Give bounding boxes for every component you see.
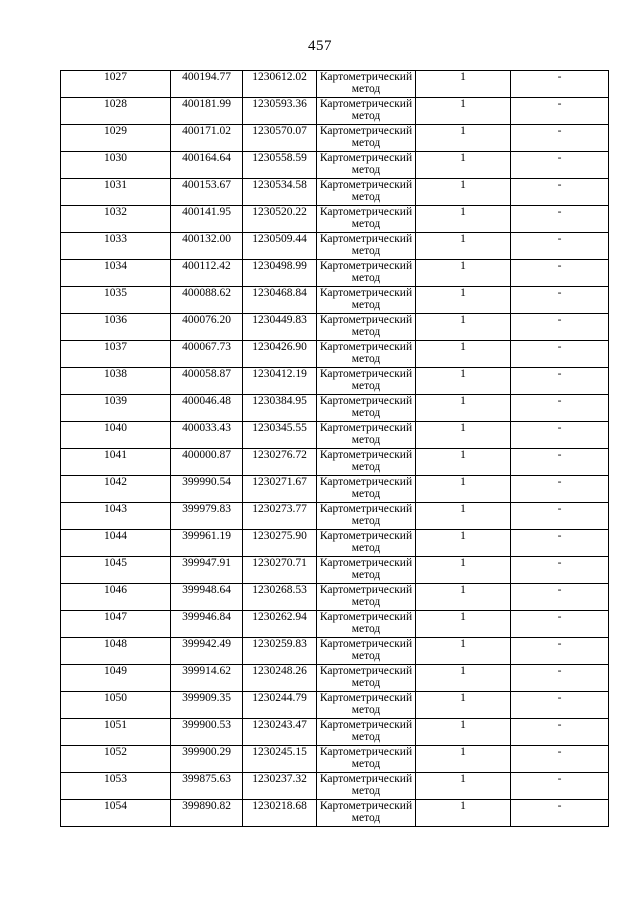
method-cell: [317, 692, 416, 719]
method-cell: [317, 611, 416, 638]
accuracy-cell: 1: [416, 395, 511, 422]
point-number-cell: 1034: [61, 260, 171, 287]
point-number-cell: 1028: [61, 98, 171, 125]
x-coordinate-cell: 400153.67: [171, 179, 243, 206]
y-coordinate-cell: 1230245.15: [243, 746, 317, 773]
accuracy-cell: 1: [416, 611, 511, 638]
method-cell: [317, 746, 416, 773]
method-text: Картометрический метод: [319, 530, 413, 554]
method-text: Картометрический метод: [319, 368, 413, 392]
note-cell: -: [511, 746, 609, 773]
accuracy-cell: 1: [416, 206, 511, 233]
method-text: Картометрический метод: [319, 206, 413, 230]
x-coordinate-cell: 400033.43: [171, 422, 243, 449]
note-cell: -: [511, 179, 609, 206]
note-cell: -: [511, 368, 609, 395]
point-number-cell: 1042: [61, 476, 171, 503]
method-cell: [317, 233, 416, 260]
point-number-cell: 1029: [61, 125, 171, 152]
accuracy-cell: 1: [416, 260, 511, 287]
table-row: [61, 800, 609, 827]
method-cell: [317, 638, 416, 665]
accuracy-cell: 1: [416, 773, 511, 800]
table-row: [61, 233, 609, 260]
note-cell: -: [511, 773, 609, 800]
y-coordinate-cell: 1230534.58: [243, 179, 317, 206]
method-cell: [317, 476, 416, 503]
note-cell: -: [511, 476, 609, 503]
x-coordinate-cell: 399961.19: [171, 530, 243, 557]
x-coordinate-cell: 400058.87: [171, 368, 243, 395]
y-coordinate-cell: 1230426.90: [243, 341, 317, 368]
method-text: Картометрический метод: [319, 584, 413, 608]
x-coordinate-cell: 399900.29: [171, 746, 243, 773]
table-body: [61, 71, 609, 827]
method-text: Картометрический метод: [319, 665, 413, 689]
accuracy-cell: 1: [416, 557, 511, 584]
method-text: Картометрический метод: [319, 125, 413, 149]
method-text: Картометрический метод: [319, 476, 413, 500]
method-cell: [317, 422, 416, 449]
table-row: [61, 152, 609, 179]
method-cell: [317, 314, 416, 341]
note-cell: -: [511, 98, 609, 125]
note-cell: -: [511, 395, 609, 422]
method-text: Картометрический метод: [319, 260, 413, 284]
note-cell: -: [511, 233, 609, 260]
table-row: [61, 746, 609, 773]
x-coordinate-cell: 400132.00: [171, 233, 243, 260]
point-number-cell: 1040: [61, 422, 171, 449]
x-coordinate-cell: 400088.62: [171, 287, 243, 314]
table-row: [61, 692, 609, 719]
note-cell: -: [511, 638, 609, 665]
x-coordinate-cell: 399875.63: [171, 773, 243, 800]
method-cell: [317, 368, 416, 395]
accuracy-cell: 1: [416, 800, 511, 827]
note-cell: -: [511, 422, 609, 449]
y-coordinate-cell: 1230449.83: [243, 314, 317, 341]
table-row: [61, 368, 609, 395]
y-coordinate-cell: 1230509.44: [243, 233, 317, 260]
method-cell: [317, 773, 416, 800]
table-row: [61, 584, 609, 611]
table-row: [61, 773, 609, 800]
table-row: [61, 125, 609, 152]
x-coordinate-cell: 400164.64: [171, 152, 243, 179]
point-number-cell: 1050: [61, 692, 171, 719]
method-cell: [317, 557, 416, 584]
note-cell: -: [511, 449, 609, 476]
accuracy-cell: 1: [416, 746, 511, 773]
coordinates-table: [60, 70, 609, 827]
method-cell: [317, 341, 416, 368]
y-coordinate-cell: 1230570.07: [243, 125, 317, 152]
accuracy-cell: 1: [416, 71, 511, 98]
method-cell: [317, 98, 416, 125]
method-text: Картометрический метод: [319, 287, 413, 311]
table-row: [61, 314, 609, 341]
method-cell: [317, 503, 416, 530]
method-cell: [317, 179, 416, 206]
x-coordinate-cell: 399942.49: [171, 638, 243, 665]
method-text: Картометрический метод: [319, 800, 413, 824]
y-coordinate-cell: 1230248.26: [243, 665, 317, 692]
table-row: [61, 449, 609, 476]
note-cell: -: [511, 611, 609, 638]
accuracy-cell: 1: [416, 719, 511, 746]
table-row: [61, 260, 609, 287]
point-number-cell: 1054: [61, 800, 171, 827]
method-cell: [317, 125, 416, 152]
y-coordinate-cell: 1230259.83: [243, 638, 317, 665]
x-coordinate-cell: 400194.77: [171, 71, 243, 98]
x-coordinate-cell: 400000.87: [171, 449, 243, 476]
x-coordinate-cell: 399948.64: [171, 584, 243, 611]
note-cell: -: [511, 287, 609, 314]
x-coordinate-cell: 399946.84: [171, 611, 243, 638]
method-text: Картометрический метод: [319, 692, 413, 716]
y-coordinate-cell: 1230612.02: [243, 71, 317, 98]
y-coordinate-cell: 1230262.94: [243, 611, 317, 638]
accuracy-cell: 1: [416, 179, 511, 206]
table-row: [61, 611, 609, 638]
y-coordinate-cell: 1230270.71: [243, 557, 317, 584]
point-number-cell: 1047: [61, 611, 171, 638]
note-cell: -: [511, 800, 609, 827]
note-cell: -: [511, 206, 609, 233]
x-coordinate-cell: 399947.91: [171, 557, 243, 584]
note-cell: -: [511, 719, 609, 746]
y-coordinate-cell: 1230268.53: [243, 584, 317, 611]
table-row: [61, 71, 609, 98]
x-coordinate-cell: 400141.95: [171, 206, 243, 233]
table-row: [61, 287, 609, 314]
y-coordinate-cell: 1230345.55: [243, 422, 317, 449]
y-coordinate-cell: 1230498.99: [243, 260, 317, 287]
y-coordinate-cell: 1230275.90: [243, 530, 317, 557]
page-number: 457: [308, 38, 332, 54]
x-coordinate-cell: 400181.99: [171, 98, 243, 125]
accuracy-cell: 1: [416, 584, 511, 611]
x-coordinate-cell: 399900.53: [171, 719, 243, 746]
table-row: [61, 503, 609, 530]
accuracy-cell: 1: [416, 98, 511, 125]
method-text: Картометрический метод: [319, 746, 413, 770]
table-row: [61, 530, 609, 557]
x-coordinate-cell: 400171.02: [171, 125, 243, 152]
x-coordinate-cell: 400076.20: [171, 314, 243, 341]
method-text: Картометрический метод: [319, 233, 413, 257]
accuracy-cell: 1: [416, 341, 511, 368]
accuracy-cell: 1: [416, 233, 511, 260]
note-cell: -: [511, 152, 609, 179]
y-coordinate-cell: 1230520.22: [243, 206, 317, 233]
x-coordinate-cell: 400046.48: [171, 395, 243, 422]
table-row: [61, 557, 609, 584]
method-cell: [317, 800, 416, 827]
method-text: Картометрический метод: [319, 557, 413, 581]
accuracy-cell: 1: [416, 530, 511, 557]
method-cell: [317, 71, 416, 98]
method-text: Картометрический метод: [319, 71, 413, 95]
table-row: [61, 98, 609, 125]
note-cell: -: [511, 557, 609, 584]
method-text: Картометрический метод: [319, 449, 413, 473]
point-number-cell: 1041: [61, 449, 171, 476]
method-cell: [317, 206, 416, 233]
accuracy-cell: 1: [416, 665, 511, 692]
method-text: Картометрический метод: [319, 611, 413, 635]
accuracy-cell: 1: [416, 422, 511, 449]
point-number-cell: 1043: [61, 503, 171, 530]
y-coordinate-cell: 1230276.72: [243, 449, 317, 476]
point-number-cell: 1051: [61, 719, 171, 746]
method-text: Картометрический метод: [319, 179, 413, 203]
accuracy-cell: 1: [416, 125, 511, 152]
y-coordinate-cell: 1230468.84: [243, 287, 317, 314]
x-coordinate-cell: 400067.73: [171, 341, 243, 368]
method-text: Картометрический метод: [319, 773, 413, 797]
note-cell: -: [511, 503, 609, 530]
point-number-cell: 1037: [61, 341, 171, 368]
accuracy-cell: 1: [416, 368, 511, 395]
method-text: Картометрический метод: [319, 422, 413, 446]
accuracy-cell: 1: [416, 638, 511, 665]
point-number-cell: 1027: [61, 71, 171, 98]
point-number-cell: 1033: [61, 233, 171, 260]
method-text: Картометрический метод: [319, 314, 413, 338]
accuracy-cell: 1: [416, 152, 511, 179]
method-cell: [317, 260, 416, 287]
point-number-cell: 1048: [61, 638, 171, 665]
y-coordinate-cell: 1230593.36: [243, 98, 317, 125]
y-coordinate-cell: 1230218.68: [243, 800, 317, 827]
y-coordinate-cell: 1230273.77: [243, 503, 317, 530]
method-text: Картометрический метод: [319, 341, 413, 365]
y-coordinate-cell: 1230243.47: [243, 719, 317, 746]
point-number-cell: 1038: [61, 368, 171, 395]
method-cell: [317, 530, 416, 557]
point-number-cell: 1045: [61, 557, 171, 584]
method-cell: [317, 719, 416, 746]
point-number-cell: 1031: [61, 179, 171, 206]
point-number-cell: 1053: [61, 773, 171, 800]
x-coordinate-cell: 400112.42: [171, 260, 243, 287]
x-coordinate-cell: 399890.82: [171, 800, 243, 827]
point-number-cell: 1032: [61, 206, 171, 233]
y-coordinate-cell: 1230412.19: [243, 368, 317, 395]
x-coordinate-cell: 399979.83: [171, 503, 243, 530]
table-row: [61, 395, 609, 422]
point-number-cell: 1030: [61, 152, 171, 179]
x-coordinate-cell: 399909.35: [171, 692, 243, 719]
method-text: Картометрический метод: [319, 503, 413, 527]
method-cell: [317, 584, 416, 611]
x-coordinate-cell: 399914.62: [171, 665, 243, 692]
point-number-cell: 1035: [61, 287, 171, 314]
method-text: Картометрический метод: [319, 395, 413, 419]
y-coordinate-cell: 1230558.59: [243, 152, 317, 179]
point-number-cell: 1046: [61, 584, 171, 611]
note-cell: -: [511, 584, 609, 611]
table-row: [61, 638, 609, 665]
note-cell: -: [511, 71, 609, 98]
table-row: [61, 719, 609, 746]
y-coordinate-cell: 1230271.67: [243, 476, 317, 503]
y-coordinate-cell: 1230384.95: [243, 395, 317, 422]
method-cell: [317, 395, 416, 422]
method-cell: [317, 152, 416, 179]
note-cell: -: [511, 665, 609, 692]
y-coordinate-cell: 1230237.32: [243, 773, 317, 800]
note-cell: -: [511, 692, 609, 719]
point-number-cell: 1036: [61, 314, 171, 341]
accuracy-cell: 1: [416, 287, 511, 314]
table-row: [61, 206, 609, 233]
note-cell: -: [511, 341, 609, 368]
method-text: Картометрический метод: [319, 98, 413, 122]
table-row: [61, 341, 609, 368]
note-cell: -: [511, 125, 609, 152]
accuracy-cell: 1: [416, 449, 511, 476]
point-number-cell: 1052: [61, 746, 171, 773]
y-coordinate-cell: 1230244.79: [243, 692, 317, 719]
point-number-cell: 1044: [61, 530, 171, 557]
method-text: Картометрический метод: [319, 719, 413, 743]
table-row: [61, 422, 609, 449]
accuracy-cell: 1: [416, 314, 511, 341]
accuracy-cell: 1: [416, 503, 511, 530]
table-row: [61, 179, 609, 206]
accuracy-cell: 1: [416, 476, 511, 503]
method-cell: [317, 665, 416, 692]
point-number-cell: 1039: [61, 395, 171, 422]
method-cell: [317, 449, 416, 476]
method-text: Картометрический метод: [319, 638, 413, 662]
x-coordinate-cell: 399990.54: [171, 476, 243, 503]
table-row: [61, 665, 609, 692]
table-row: [61, 476, 609, 503]
note-cell: -: [511, 260, 609, 287]
point-number-cell: 1049: [61, 665, 171, 692]
note-cell: -: [511, 530, 609, 557]
accuracy-cell: 1: [416, 692, 511, 719]
note-cell: -: [511, 314, 609, 341]
method-cell: [317, 287, 416, 314]
method-text: Картометрический метод: [319, 152, 413, 176]
